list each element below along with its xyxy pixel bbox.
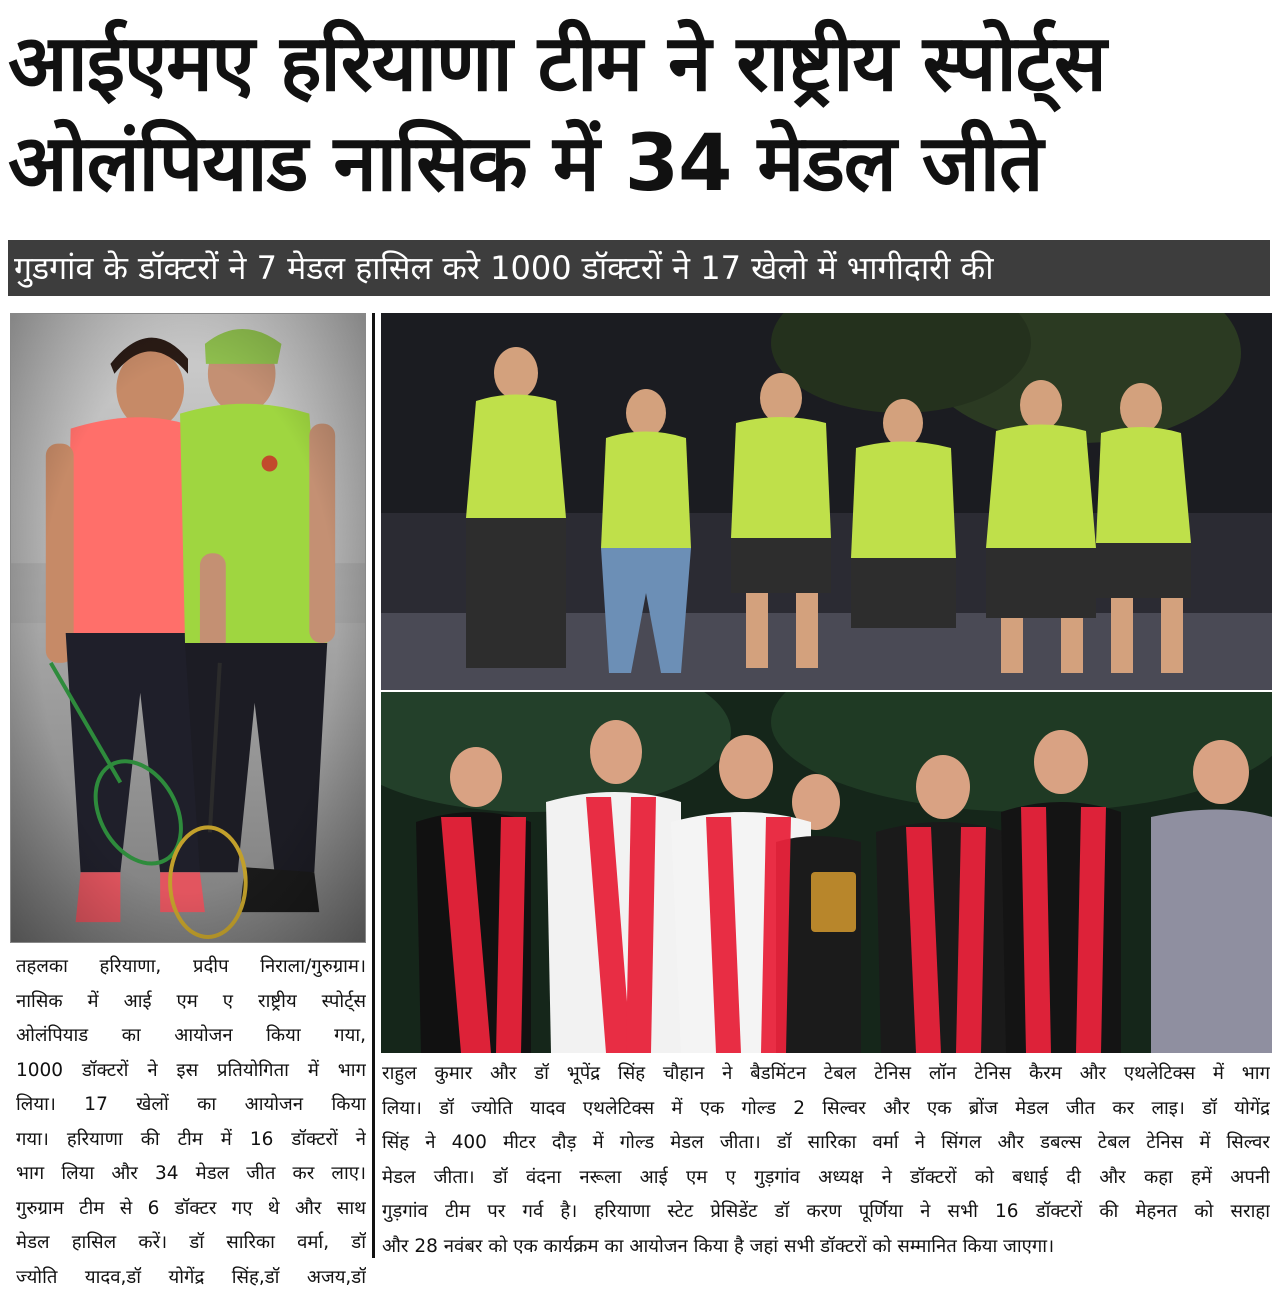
article-line: 1000 डॉक्टरों ने इस प्रतियोगिता में भाग xyxy=(16,1054,366,1089)
article-line: तहलका हरियाणा, प्रदीप निराला/गुरुग्राम। xyxy=(16,950,366,985)
article-line: भाग लिया और 34 मेडल जीत कर लाए। xyxy=(16,1157,366,1192)
article-line: लिया। डॉ ज्योति यादव एथलेटिक्स में एक गोल्ड 2 सिल्वर और एक ब्रोंज मेडल जीत कर लाइ। डॉ योगेंद्र xyxy=(382,1092,1270,1127)
article-line: राहुल कुमार और डॉ भूपेंद्र सिंह चौहान ने बैडमिंटन टेबल टेनिस लॉन टेनिस कैरम और एथलेटिक्स में भाग xyxy=(382,1057,1270,1092)
headline-line-2: ओलंपियाड नासिक में 34 मेडल जीते xyxy=(8,114,1272,214)
article-line: और 28 नवंबर को एक कार्यक्रम का आयोजन किया है जहां सभी डॉक्टरों को सम्मानित किया जाएगा। xyxy=(382,1230,1270,1265)
article-line: ओलंपियाड का आयोजन किया गया, xyxy=(16,1019,366,1054)
photo-team-group xyxy=(381,313,1272,690)
article-line: सिंह ने 400 मीटर दौड़ में गोल्ड मेडल जीता। डॉ सारिका वर्मा ने सिंगल और डबल्स टेबल टेनिस में सिल्वर xyxy=(382,1126,1270,1161)
photo-badminton-players xyxy=(10,313,366,943)
article-line: मेडल जीता। डॉ वंदना नरूला आई एम ए गुड़गांव अध्यक्ष ने डॉक्टरों को बधाई दी और कहा हमें अपनी xyxy=(382,1161,1270,1196)
article-line: मेडल हासिल करें। डॉ सारिका वर्मा, डॉ xyxy=(16,1226,366,1261)
headline-line-1: आईएमए हरियाणा टीम ने राष्ट्रीय स्पोर्ट्स xyxy=(8,14,1272,114)
subheadline-banner: गुडगांव के डॉक्टरों ने 7 मेडल हासिल करे 1000 डॉक्टरों ने 17 खेलो में भागीदारी की xyxy=(8,240,1270,296)
article-line: गया। हरियाणा की टीम में 16 डॉक्टरों ने xyxy=(16,1123,366,1158)
article-line: गुड़गांव टीम पर गर्व है। हरियाणा स्टेट प्रेसिडेंट डॉ करण पूर्णिया ने सभी 16 डॉक्टरों की मेहनत को सराहा xyxy=(382,1195,1270,1230)
photo-felicitation-group xyxy=(381,692,1272,1053)
article-line: नासिक में आई एम ए राष्ट्रीय स्पोर्ट्स xyxy=(16,985,366,1020)
article-right-column xyxy=(382,1057,1270,1264)
article-line: लिया। 17 खेलों का आयोजन किया xyxy=(16,1088,366,1123)
headline xyxy=(8,14,1272,214)
article-line: गुरुग्राम टीम से 6 डॉक्टर गए थे और साथ xyxy=(16,1192,366,1227)
column-divider xyxy=(372,313,375,1258)
article-line: ज्योति यादव,डॉ योगेंद्र सिंह,डॉ अजय,डॉ xyxy=(16,1261,366,1295)
article-left-column xyxy=(16,950,366,1295)
